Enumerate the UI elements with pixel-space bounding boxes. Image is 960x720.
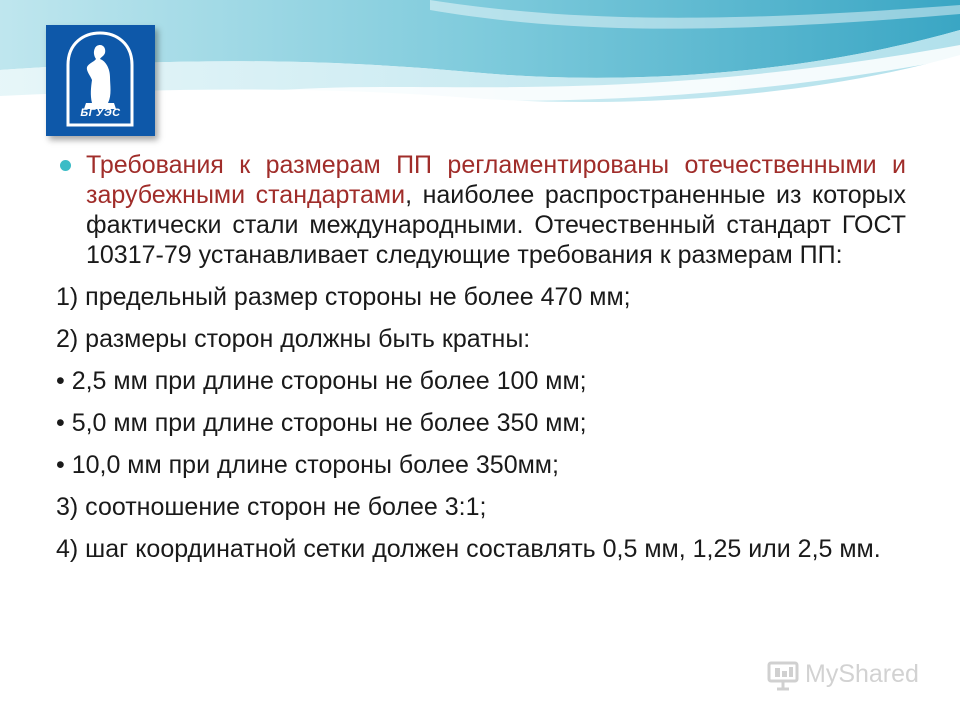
myshared-watermark: [767, 658, 927, 692]
statue-emblem-icon: [46, 25, 155, 136]
list-item: 4) шаг координатной сетки должен составлять 0,5 мм, 1,25 или 2,5 мм.: [56, 535, 881, 563]
intro-rest: , наиболее распространенные из которых фактически стали международными. Отечественный стандарт ГОСТ 10317-79 устанавливает следующие требования к размерам ПП:: [86, 181, 906, 269]
presentation-board-icon: [767, 661, 801, 691]
list-item: • 5,0 мм при длине стороны не более 350 мм;: [56, 409, 587, 437]
list-item: 2) размеры сторон должны быть кратны:: [56, 325, 531, 353]
list-item: 1) предельный размер стороны не более 470 мм;: [56, 283, 631, 311]
logo-text: БГУЭС: [80, 107, 121, 119]
slide-content: [56, 150, 906, 564]
bullet-icon: [60, 160, 71, 171]
intro-highlight: Требования к размерам ПП регламентированы отечественными и зарубежными стандартами: [86, 151, 906, 209]
list-item: • 2,5 мм при длине стороны не более 100 мм;: [56, 367, 587, 395]
list-item: 3) соотношение сторон не более 3:1;: [56, 493, 487, 521]
watermark-text: MyShared: [805, 660, 919, 688]
university-logo: [46, 25, 155, 136]
list-item: • 10,0 мм при длине стороны более 350мм;: [56, 451, 559, 479]
intro-paragraph: [56, 150, 906, 270]
